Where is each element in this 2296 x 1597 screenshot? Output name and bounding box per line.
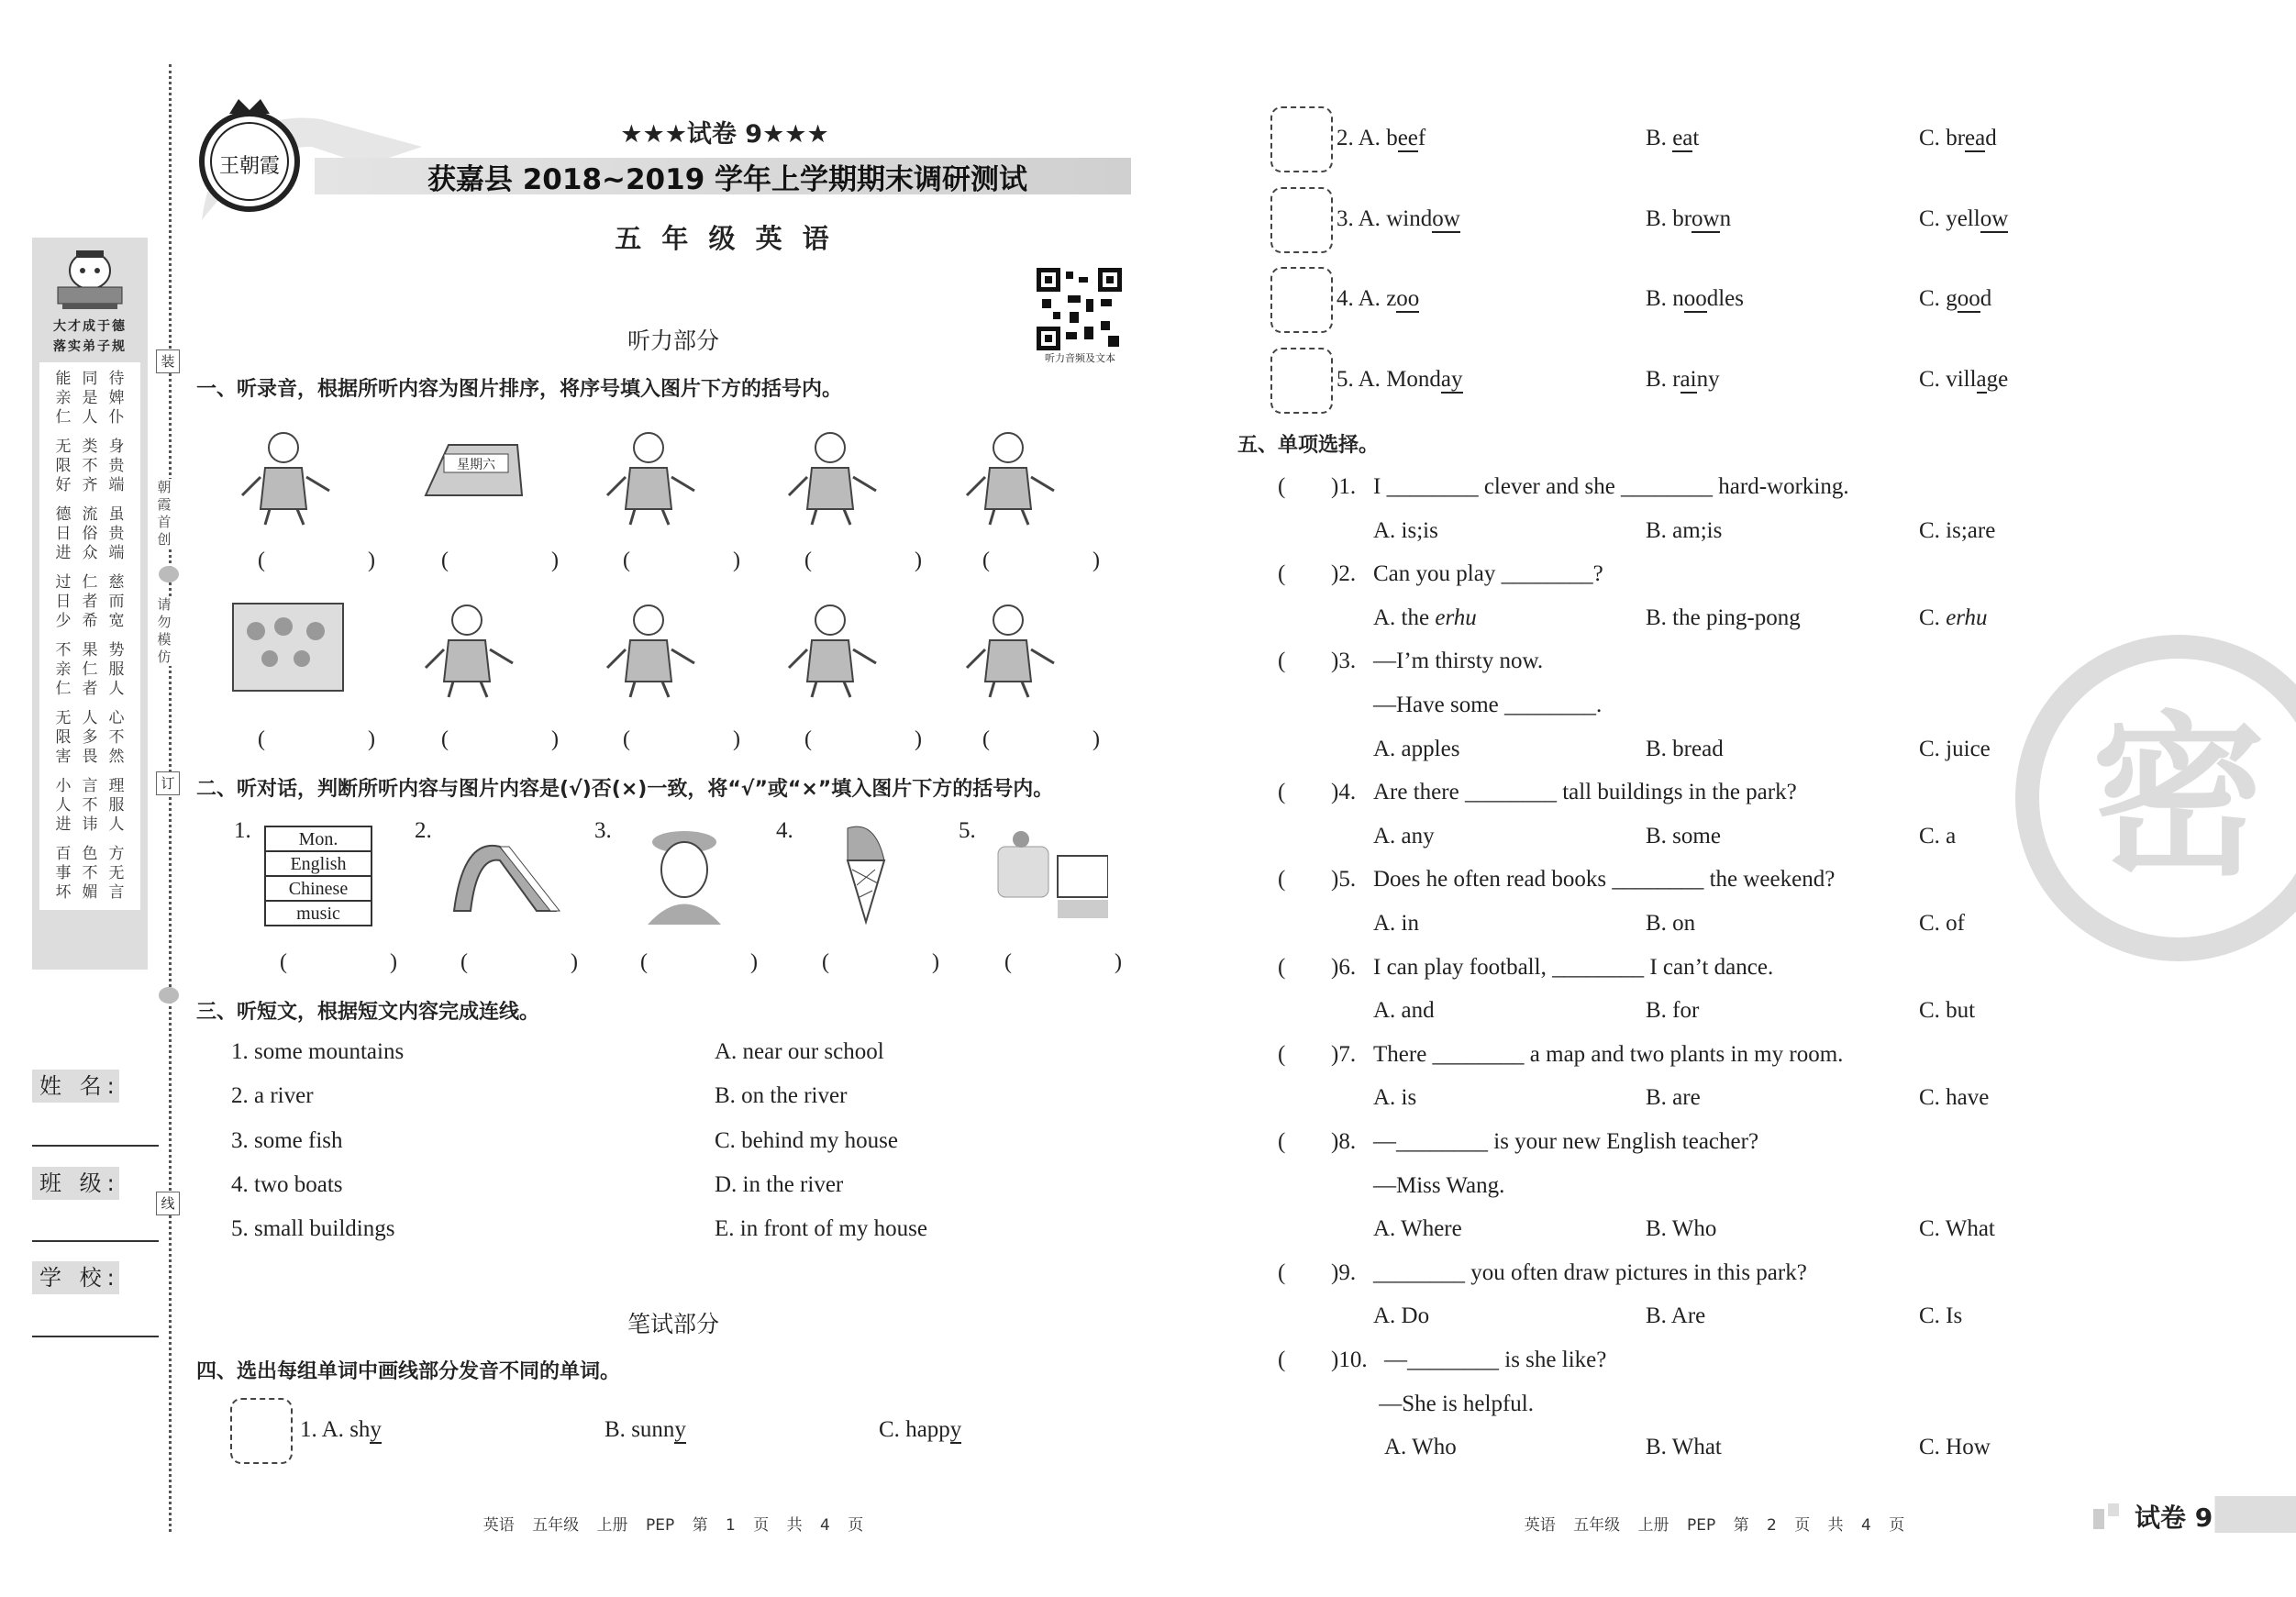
question-number: 3. [1337, 206, 1354, 231]
phonics-option [1337, 126, 1425, 151]
calendar-text: 星期六 [457, 459, 495, 472]
question-stem: There ________ a map and two plants in my room. [1373, 1041, 1844, 1067]
option-text: C. What [1919, 1216, 1995, 1242]
underlined-sound: y [674, 1417, 686, 1442]
poem-line: 德流虽 [55, 505, 136, 524]
timetable-cell: music [265, 901, 372, 926]
word-part: n [1672, 286, 1684, 311]
question-line [1278, 858, 2195, 901]
option-text: C. juice [1919, 736, 1991, 761]
options-row [0, 902, 2296, 945]
poem-line: 限多不 [55, 728, 136, 747]
phonics-option [1337, 206, 1460, 232]
option-a[interactable] [1373, 989, 1435, 1032]
answer-box[interactable] [1270, 187, 1333, 253]
question-number: 1. [300, 1417, 317, 1442]
binding-label-ding: 订 [156, 771, 180, 795]
section1-heading: 一、听录音，根据所听内容为图片排序，将序号填入图片下方的括号内。 [196, 378, 843, 401]
question-stem: I ________ clever and she ________ hard-working. [1373, 474, 1849, 499]
notice-no-copy: 请勿模仿 [154, 596, 174, 666]
paper-number-label: ★★★试卷 9★★★ [620, 120, 829, 149]
tab-decoration [2093, 1509, 2104, 1529]
poem-line: 不果势 [55, 641, 136, 660]
poem-line: 好齐端 [55, 476, 136, 494]
word-part: g [1946, 286, 1958, 311]
option-text: B. What [1646, 1435, 1722, 1460]
cartoon-boy-reading-icon [39, 243, 140, 313]
option-b[interactable] [1646, 1425, 1722, 1469]
option-c[interactable] [1919, 596, 1988, 639]
option-a[interactable] [1373, 509, 1438, 552]
word-part: Mond [1386, 367, 1441, 392]
question-line [1278, 946, 2195, 989]
option-text: A. Do [1373, 1303, 1430, 1329]
question-number: )4. [1331, 780, 1357, 805]
option-text: A. the [1373, 604, 1436, 630]
option-text: A. in [1373, 911, 1419, 936]
sidebar-heading-2: 落实弟子规 [53, 339, 127, 354]
answer-paren[interactable]: ( [1278, 1347, 1286, 1372]
options-row [0, 509, 2296, 552]
answer-bracket[interactable]: ( ) [280, 950, 397, 974]
item-number: 3. [594, 818, 612, 843]
answer-paren[interactable]: ( [1278, 561, 1286, 587]
underlined-sound: ow [1980, 206, 2009, 231]
poem-line: 能同待 [55, 370, 136, 388]
option-b[interactable] [1646, 989, 1699, 1032]
question-stem: I can play football, ________ I can’t dance. [1373, 954, 1774, 980]
underlined-sound: ee [1397, 126, 1418, 150]
question-line [1278, 771, 2195, 814]
answer-paren[interactable]: ( [1278, 954, 1286, 980]
poem-line: 仁人仆 [55, 408, 136, 427]
option-b[interactable] [1646, 1294, 1705, 1337]
options-row [0, 1207, 2296, 1250]
poem-line: 日俗贵 [55, 525, 136, 543]
poem-line: 百色方 [55, 845, 136, 863]
option-text: B. for [1646, 998, 1700, 1024]
question-line [1278, 683, 2195, 726]
word-part: happ [905, 1417, 950, 1442]
question-line [1278, 1164, 2195, 1207]
option-letter: A. [1358, 206, 1381, 231]
word-part: br [1672, 206, 1692, 231]
option-b[interactable] [1646, 1207, 1716, 1250]
poem-line: 亲仁服 [55, 660, 136, 679]
option-c[interactable] [1919, 1076, 1989, 1119]
question-stem: —I’m thirsty now. [1373, 649, 1544, 674]
poem-block [43, 370, 137, 427]
poem-block [43, 641, 137, 699]
underlined-sound: oo [1683, 286, 1707, 311]
underlined-sound: ea [1672, 126, 1693, 150]
smiley-icon [159, 566, 179, 582]
timetable-cell: Mon. [265, 826, 372, 851]
phonics-option [1646, 286, 1744, 312]
option-b[interactable] [1646, 815, 1721, 858]
school-field-label: 学 校: [32, 1261, 119, 1294]
match-left-item[interactable]: 5. small buildings [231, 1216, 395, 1242]
underlined-sound: ai [1680, 367, 1697, 392]
option-text: C. a [1919, 823, 1957, 848]
question-line [1278, 1251, 2195, 1294]
question-stem: ________ you often draw pictures in this park? [1373, 1259, 1807, 1285]
answer-bracket[interactable]: ( ) [804, 727, 922, 751]
question-number: )5. [1331, 867, 1357, 893]
phonics-option [1919, 367, 2008, 393]
timetable-cell: Chinese [265, 876, 372, 901]
question-stem: Are there ________ tall buildings in the park? [1373, 780, 1797, 805]
qr-code-icon[interactable] [1037, 268, 1122, 350]
question-line [1278, 1382, 2195, 1425]
option-text: C. [1919, 604, 1947, 630]
option-text: B. some [1646, 823, 1721, 848]
answer-bracket[interactable]: ( ) [258, 549, 375, 572]
option-a[interactable] [1373, 596, 1477, 639]
name-field-label: 姓 名: [32, 1070, 119, 1103]
option-b[interactable] [1646, 1076, 1701, 1119]
class-field-label: 班 级: [32, 1167, 119, 1200]
underlined-sound: y [370, 1417, 382, 1442]
question-number: 4. [1337, 286, 1354, 311]
logo-text: 王朝霞 [218, 155, 281, 178]
poem-block [43, 438, 137, 495]
options-row [0, 989, 2296, 1032]
question-stem: Does he often read books ________ the weekend? [1373, 867, 1836, 893]
option-c[interactable] [1919, 727, 1991, 771]
question-line [1278, 465, 2195, 508]
option-text: A. is;is [1373, 517, 1438, 543]
poem-line: 小言理 [55, 777, 136, 795]
poem-line: 少希宽 [55, 612, 136, 630]
underlined-sound: ow [1691, 206, 1720, 231]
options-row [0, 1294, 2296, 1337]
option-c[interactable] [1919, 1294, 1962, 1337]
phonics-option [1337, 367, 1463, 393]
option-letter: A. [321, 1417, 344, 1442]
item-number: 5. [959, 818, 976, 843]
question-number: )6. [1331, 954, 1357, 980]
binding-label-zhuang: 装 [156, 349, 180, 373]
notice-original: 朝霞首创 [154, 479, 174, 549]
question-number: )7. [1331, 1041, 1357, 1067]
word-part: ge [1986, 367, 2009, 392]
option-text: B. Are [1646, 1303, 1706, 1329]
option-text: C. is;are [1919, 517, 1996, 543]
option-text: B. Who [1646, 1216, 1717, 1242]
answer-bracket[interactable]: ( ) [441, 727, 559, 751]
listening-section-title: 听力部分 [627, 327, 719, 354]
option-letter: B. [1646, 206, 1667, 231]
answer-paren[interactable]: ( [1278, 1041, 1286, 1067]
question-number: )2. [1331, 561, 1357, 587]
option-text: A. apples [1373, 736, 1460, 761]
options-row [0, 1076, 2296, 1119]
underlined-sound: a [1976, 367, 1987, 392]
option-b[interactable] [1646, 596, 1801, 639]
match-left-item[interactable]: 2. a river [231, 1083, 314, 1109]
answer-bracket[interactable]: ( ) [982, 549, 1100, 572]
poem-line: 日者而 [55, 593, 136, 611]
option-letter: A. [1358, 367, 1381, 392]
question-line [1278, 552, 2195, 595]
underlined-sound: ea [1965, 126, 1986, 150]
phonics-option [1646, 126, 1699, 151]
name-input-line[interactable] [32, 1145, 159, 1147]
phonics-option [1919, 126, 1997, 151]
question-stem: —She is helpful. [1373, 1391, 1534, 1416]
exam-subtitle: 五 年 级 英 语 [615, 223, 835, 254]
answer-paren[interactable]: ( [1278, 780, 1286, 805]
option-letter: C. [1919, 367, 1940, 392]
option-text: A. Who [1384, 1435, 1457, 1460]
option-letter: B. [605, 1417, 626, 1442]
word-part: vill [1946, 367, 1977, 392]
poem-line: 事不无 [55, 864, 136, 882]
question-number: )9. [1331, 1259, 1357, 1285]
options-row [0, 727, 2296, 771]
option-text: A. and [1373, 998, 1435, 1024]
question-line [1278, 1120, 2195, 1163]
option-c[interactable] [1919, 1425, 1991, 1469]
match-left-item[interactable]: 4. two boats [231, 1171, 343, 1197]
option-text: B. the ping-pong [1646, 604, 1801, 630]
options-row [0, 1425, 2296, 1469]
option-text: C. but [1919, 998, 1976, 1024]
answer-box[interactable] [1270, 106, 1333, 172]
match-right-item[interactable]: D. in the river [715, 1171, 844, 1197]
item-number: 1. [234, 818, 251, 843]
answer-paren[interactable]: ( [1278, 867, 1286, 893]
answer-box[interactable] [1270, 348, 1333, 414]
poem-line: 害畏然 [55, 748, 136, 766]
question-line [1278, 1338, 2195, 1381]
question-number: 5. [1337, 367, 1354, 392]
question-number: )1. [1331, 474, 1357, 499]
option-b[interactable] [1646, 902, 1695, 945]
poem-line: 无类身 [55, 438, 136, 456]
section4-heading: 四、选出每组单词中画线部分发音不同的单词。 [196, 1360, 621, 1383]
section3-heading: 三、听短文，根据短文内容完成连线。 [196, 1001, 540, 1024]
underlined-sound: ow [1432, 206, 1460, 231]
word-part: wind [1386, 206, 1433, 231]
underlined-sound: ay [1440, 367, 1463, 392]
answer-paren[interactable]: ( [1278, 474, 1286, 499]
match-left-item[interactable]: 3. some fish [231, 1127, 343, 1153]
option-letter: C. [1919, 126, 1940, 150]
option-text: C. Is [1919, 1303, 1963, 1329]
binding-label-xian: 线 [156, 1192, 180, 1215]
word-part: sunn [631, 1417, 675, 1442]
question-number: 2. [1337, 126, 1354, 150]
option-c[interactable] [1919, 989, 1975, 1032]
option-text: B. am;is [1646, 517, 1723, 543]
option-a[interactable] [1373, 815, 1435, 858]
answer-paren[interactable]: ( [1278, 1129, 1286, 1154]
word-part: b [1386, 126, 1398, 150]
answer-bracket[interactable]: ( ) [623, 549, 740, 572]
poem-line: 坏媚言 [55, 883, 136, 902]
answer-bracket[interactable]: ( ) [982, 727, 1100, 751]
underlined-sound: y [949, 1417, 962, 1442]
phonics-option [1919, 286, 1991, 312]
page-footer-right: 英语 五年级 上册 PEP 第 2 页 共 4 页 [1524, 1516, 1905, 1535]
option-text: C. of [1919, 911, 1965, 936]
word-part: yell [1946, 206, 1980, 231]
option-text: B. bread [1646, 736, 1724, 761]
option-letter: C. [879, 1417, 900, 1442]
question-line [1278, 639, 2195, 682]
poem-line: 无人心 [55, 709, 136, 727]
poem-line: 亲是婢 [55, 389, 136, 407]
word-part: br [1946, 126, 1966, 150]
underlined-sound: oo [1957, 286, 1980, 311]
section2-heading: 二、听对话，判断所听内容与图片内容是(√)否(×)一致，将“√”或“×”填入图片下方的括号内。 [196, 778, 1054, 801]
poem-line: 人不服 [55, 796, 136, 815]
question-stem: Can you play ________? [1373, 561, 1603, 587]
option-text: A. Where [1373, 1216, 1462, 1242]
option-text: B. on [1646, 911, 1696, 936]
option-letter: B. [1646, 367, 1667, 392]
question-stem: —________ is your new English teacher? [1373, 1129, 1759, 1154]
answer-bracket[interactable]: ( ) [822, 950, 939, 974]
answer-box[interactable] [1270, 267, 1333, 333]
options-row [0, 596, 2296, 639]
paper-tab [2093, 1496, 2296, 1533]
option-text: B. are [1646, 1085, 1701, 1111]
phonics-option [1646, 367, 1720, 393]
word-part: n [1719, 206, 1732, 231]
option-italic-text: erhu [1946, 604, 1988, 630]
answer-bracket[interactable]: ( ) [441, 549, 559, 572]
match-right-item[interactable]: C. behind my house [715, 1127, 898, 1153]
answer-bracket[interactable]: ( ) [623, 727, 740, 751]
phonics-option [1337, 286, 1419, 312]
answer-bracket[interactable]: ( ) [1004, 950, 1122, 974]
word-part: z [1386, 286, 1397, 311]
options-row [0, 815, 2296, 858]
option-c[interactable] [1919, 815, 1956, 858]
option-c[interactable] [1919, 1207, 1995, 1250]
option-text: C. have [1919, 1085, 1990, 1111]
poem-line: 进讳人 [55, 815, 136, 834]
word-part: r [1672, 367, 1680, 392]
poem-line: 过仁慈 [55, 573, 136, 592]
option-letter: A. [1358, 126, 1381, 150]
option-a[interactable] [1373, 1294, 1429, 1337]
poem-line: 进众端 [55, 544, 136, 562]
option-text: A. any [1373, 823, 1435, 848]
question-stem: —Miss Wang. [1373, 1172, 1505, 1198]
answer-paren[interactable]: ( [1278, 649, 1286, 674]
option-a[interactable] [1373, 902, 1419, 945]
word-part: d [1980, 286, 1992, 311]
word-part: t [1692, 126, 1700, 150]
page-footer-left: 英语 五年级 上册 PEP 第 1 页 共 4 页 [482, 1516, 864, 1535]
word-part: sh [349, 1417, 371, 1442]
word-part: dles [1706, 286, 1744, 311]
word-part: f [1417, 126, 1426, 150]
option-letter: A. [1358, 286, 1381, 311]
poem-line: 仁者人 [55, 680, 136, 698]
phonics-option [1919, 206, 2008, 232]
option-letter: C. [1919, 206, 1940, 231]
question-stem: —Have some ________. [1373, 693, 1603, 717]
option-b[interactable] [1646, 509, 1722, 552]
match-right-item[interactable]: A. near our school [715, 1039, 884, 1064]
exam-title: 获嘉县 2018~2019 学年上学期期末调研测试 [427, 163, 1028, 196]
option-a[interactable] [1373, 727, 1459, 771]
answer-bracket[interactable]: ( ) [640, 950, 758, 974]
match-right-item[interactable]: E. in front of my house [715, 1216, 927, 1242]
answer-bracket[interactable]: ( ) [258, 727, 375, 751]
answer-bracket[interactable]: ( ) [804, 549, 922, 572]
option-a[interactable] [1373, 1076, 1416, 1119]
option-letter: C. [1919, 286, 1940, 311]
question-line [1278, 1033, 2195, 1076]
word-part: d [1985, 126, 1997, 150]
paper-tab-label: 试卷 9 [2135, 1503, 2213, 1533]
writing-section-title: 笔试部分 [627, 1311, 719, 1337]
phonics-option [1646, 206, 1731, 232]
question-number: )3. [1331, 649, 1357, 674]
timetable-cell: English [265, 851, 372, 876]
underlined-sound: oo [1396, 286, 1420, 311]
watermark-text: 密 [2091, 696, 2267, 899]
question-number: )10. [1331, 1347, 1368, 1372]
poem-line: 限不贵 [55, 457, 136, 475]
option-c[interactable] [1919, 509, 1995, 552]
question-stem: —________ is she like? [1384, 1347, 1607, 1372]
option-text: C. How [1919, 1435, 1991, 1460]
tab-decoration [2108, 1503, 2119, 1516]
option-a[interactable] [1384, 1425, 1457, 1469]
item-number: 2. [415, 818, 432, 843]
option-c[interactable] [1919, 902, 1965, 945]
option-letter: B. [1646, 126, 1667, 150]
sidebar-heading-1: 大才成于德 [53, 319, 127, 334]
qr-caption: 听力音频及文本 [1045, 352, 1115, 364]
section5-heading: 五、单项选择。 [1237, 434, 1380, 457]
match-left-item[interactable]: 1. some mountains [231, 1039, 405, 1064]
item-number: 4. [776, 818, 793, 843]
option-text: A. is [1373, 1085, 1417, 1111]
match-right-item[interactable]: B. on the river [715, 1083, 848, 1109]
option-letter: B. [1646, 286, 1667, 311]
option-italic-text: erhu [1435, 604, 1477, 630]
word-part: ny [1696, 367, 1720, 392]
question-number: )8. [1331, 1129, 1357, 1154]
timetable-row [265, 876, 372, 901]
option-b[interactable] [1646, 727, 1724, 771]
answer-paren[interactable]: ( [1278, 1259, 1286, 1285]
answer-bracket[interactable]: ( ) [460, 950, 578, 974]
option-a[interactable] [1373, 1207, 1462, 1250]
